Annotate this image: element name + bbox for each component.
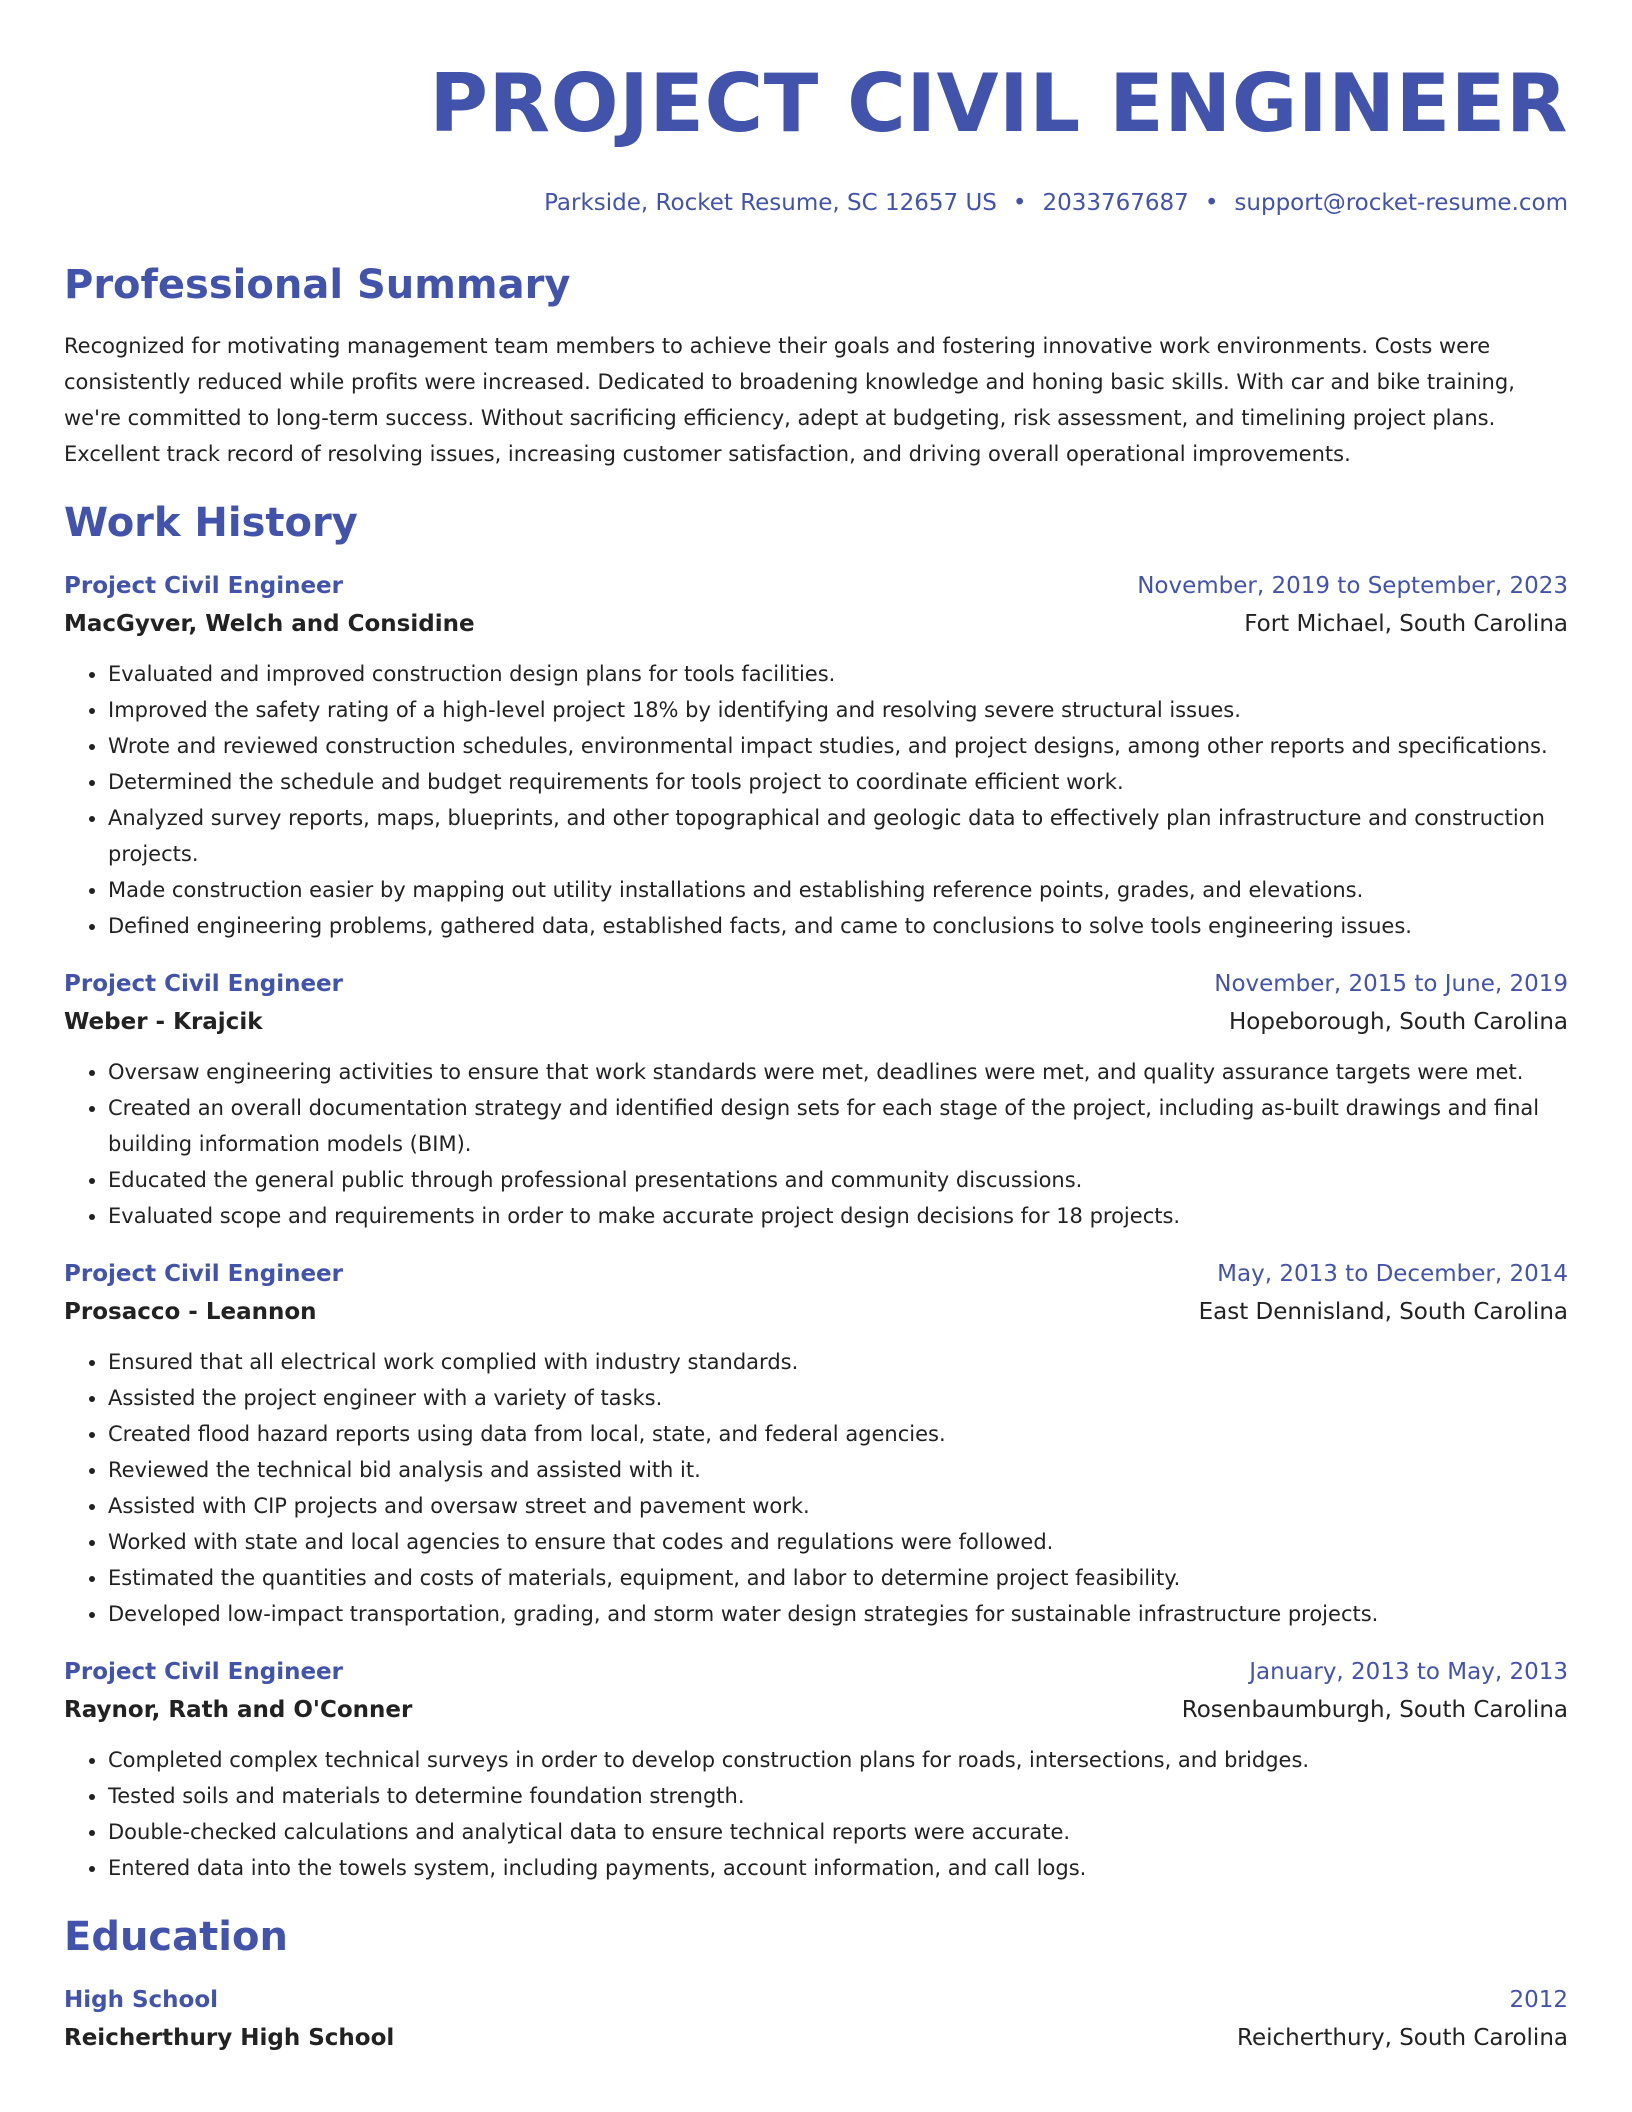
job-title: Project Civil Engineer [64,971,343,997]
job-bullets [64,1344,1568,1632]
company-name: Weber - Krajcik [64,1009,263,1035]
education-degree-row [64,1982,1568,2018]
job-location: Rosenbaumburgh, South Carolina [1181,1697,1568,1723]
school-name: Reicherthury High School [64,2025,395,2051]
job-bullets [64,1742,1568,1886]
job-company-row [64,1690,1568,1730]
list-item: • Analyzed survey reports, maps, blueprints, and other topographical and geologic data to effectively plan infrastructure and construction projects. [108,800,1568,872]
job-dates: January, 2013 to May, 2013 [1249,1659,1568,1685]
section-title-education: Education [64,1914,288,1960]
list-item: • Defined engineering problems, gathered data, established facts, and came to conclusions to solve tools engineering issues. [108,908,1568,944]
list-item: • Created an overall documentation strategy and identified design sets for each stage of the project, including as-built drawings and final building information models (BIM). [108,1090,1568,1162]
education-school-row [64,2018,1568,2058]
resume-page [64,0,1568,2058]
company-name: Raynor, Rath and O'Conner [64,1697,413,1723]
company-name: Prosacco - Leannon [64,1299,317,1325]
job-entry [64,1654,1568,1886]
school-location: Reicherthury, South Carolina [1237,2025,1568,2051]
job-company-row [64,1002,1568,1042]
job-dates: May, 2013 to December, 2014 [1217,1261,1568,1287]
job-bullets [64,656,1568,944]
list-item: • Developed low-impact transportation, grading, and storm water design strategies for sustainable infrastructure projects. [108,1596,1568,1632]
job-company-row [64,1292,1568,1332]
job-title: Project Civil Engineer [64,1261,343,1287]
separator: • [1012,190,1027,216]
job-dates: November, 2019 to September, 2023 [1137,573,1568,599]
job-dates: November, 2015 to June, 2019 [1214,971,1568,997]
company-name: MacGyver, Welch and Considine [64,611,475,637]
job-title-row [64,568,1568,604]
list-item: • Assisted with CIP projects and oversaw street and pavement work. [108,1488,1568,1524]
job-location: Fort Michael, South Carolina [1244,611,1568,637]
job-location: East Dennisland, South Carolina [1198,1299,1568,1325]
list-item: • Worked with state and local agencies to ensure that codes and regulations were followed. [108,1524,1568,1560]
list-item: • Evaluated and improved construction design plans for tools facilities. [108,656,1568,692]
resume-header [64,0,1568,218]
list-item: • Wrote and reviewed construction schedules, environmental impact studies, and project designs, among other reports and specifications. [108,728,1568,764]
job-entry [64,568,1568,944]
graduation-year: 2012 [1509,1987,1568,2013]
list-item: • Educated the general public through professional presentations and community discussions. [108,1162,1568,1198]
education-entry [64,1982,1568,2058]
candidate-title: PROJECT CIVIL ENGINEER [429,57,1568,150]
job-title-row [64,966,1568,1002]
list-item: • Ensured that all electrical work complied with industry standards. [108,1344,1568,1380]
job-location: Hopeborough, South Carolina [1229,1009,1568,1035]
section-title-work-history: Work History [64,500,358,546]
list-item: • Double-checked calculations and analytical data to ensure technical reports were accurate. [108,1814,1568,1850]
job-company-row [64,604,1568,644]
separator: • [1204,190,1219,216]
list-item: • Determined the schedule and budget requirements for tools project to coordinate efficient work. [108,764,1568,800]
degree: High School [64,1987,219,2013]
job-entry [64,1256,1568,1632]
email-address[interactable]: support@rocket-resume.com [1234,190,1568,216]
list-item: • Entered data into the towels system, including payments, account information, and call logs. [108,1850,1568,1886]
section-title-summary: Professional Summary [64,262,571,308]
list-item: • Reviewed the technical bid analysis and assisted with it. [108,1452,1568,1488]
list-item: • Estimated the quantities and costs of materials, equipment, and labor to determine project feasibility. [108,1560,1568,1596]
contact-line [64,188,1568,218]
list-item: • Tested soils and materials to determine foundation strength. [108,1778,1568,1814]
address: Parkside, Rocket Resume, SC 12657 US [544,190,997,216]
list-item: • Created flood hazard reports using data from local, state, and federal agencies. [108,1416,1568,1452]
job-title: Project Civil Engineer [64,573,343,599]
job-title: Project Civil Engineer [64,1659,343,1685]
list-item: • Oversaw engineering activities to ensure that work standards were met, deadlines were met, and quality assurance targets were met. [108,1054,1568,1090]
list-item: • Improved the safety rating of a high-level project 18% by identifying and resolving severe structural issues. [108,692,1568,728]
list-item: • Completed complex technical surveys in order to develop construction plans for roads, intersections, and bridges. [108,1742,1568,1778]
list-item: • Made construction easier by mapping out utility installations and establishing reference points, grades, and elevations. [108,872,1568,908]
job-bullets [64,1054,1568,1234]
job-title-row [64,1256,1568,1292]
phone-number: 2033767687 [1042,190,1189,216]
list-item: • Assisted the project engineer with a variety of tasks. [108,1380,1568,1416]
summary-text: Recognized for motivating management team members to achieve their goals and fostering innovative work environments. Costs were consistently reduced while profits were increased. Dedicated to broadening knowledge and honing basic skills. With car and bike training, we're committed to long-term success. Without sacrificing efficiency, adept at budgeting, risk assessment, and timelining project plans. Excellent track record of resolving issues, increasing customer satisfaction, and driving overall operational improvements. [64,334,1515,466]
job-entry [64,966,1568,1234]
list-item: • Evaluated scope and requirements in order to make accurate project design decisions for 18 projects. [108,1198,1568,1234]
job-title-row [64,1654,1568,1690]
